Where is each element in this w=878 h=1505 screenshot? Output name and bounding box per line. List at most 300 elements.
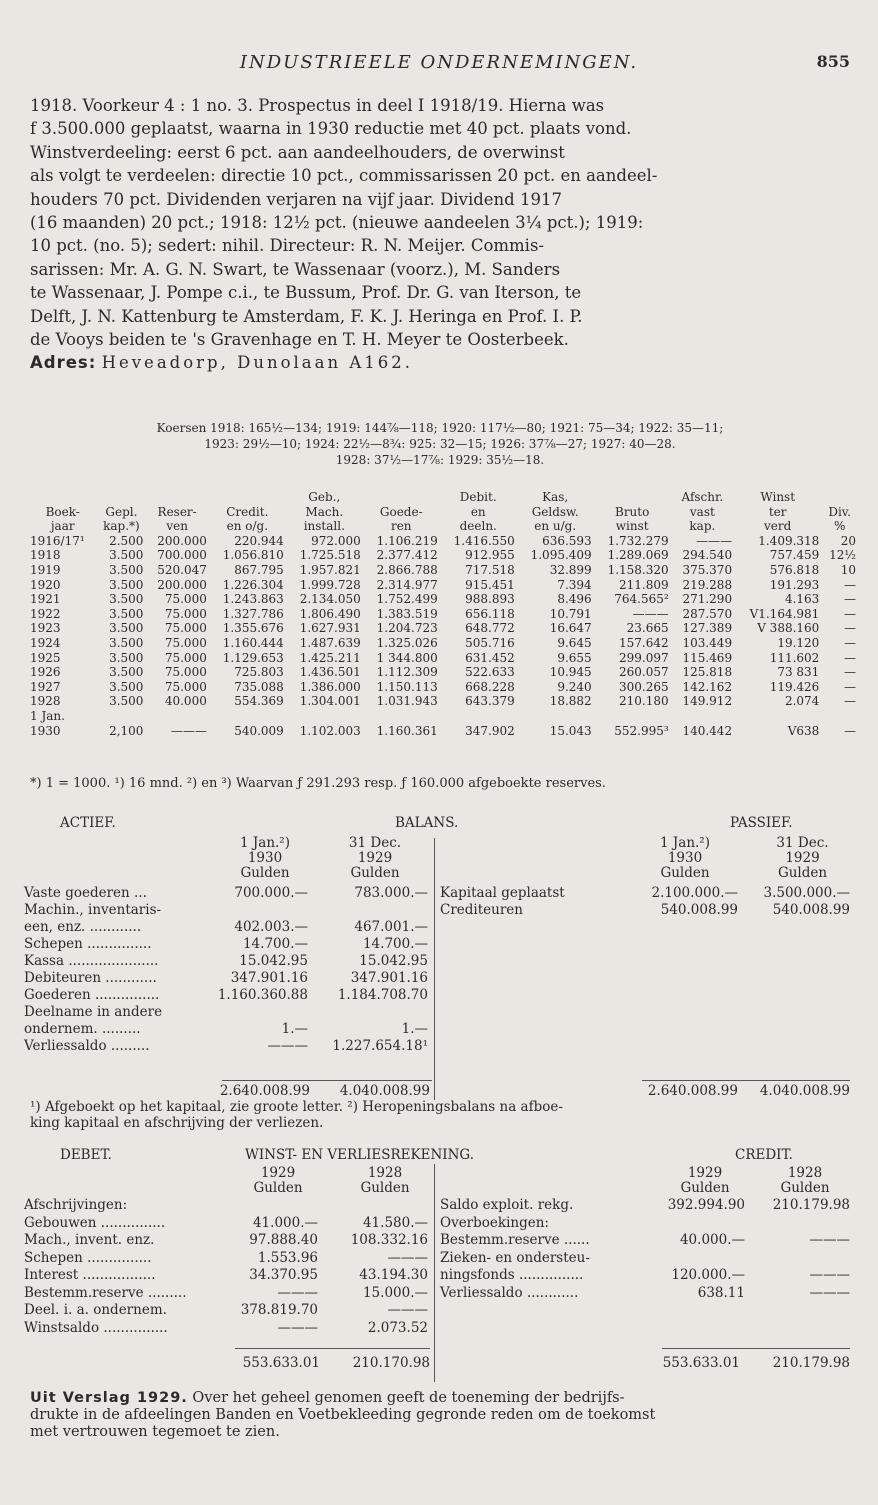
table-cell: 656.118 — [465, 606, 515, 621]
table-cell: 576.818 — [769, 562, 820, 577]
table-cell: 200.000 — [157, 533, 207, 548]
statement-value: ——— — [387, 1249, 428, 1266]
table-cell: 15.043 — [549, 723, 592, 738]
table-cell: 1924 — [30, 635, 61, 650]
table-cell: 1.226.304 — [222, 577, 284, 592]
pl-total-right-1: 553.633.01 — [662, 1355, 740, 1371]
table-cell: 1.160.361 — [376, 723, 438, 738]
pl-divider — [434, 1164, 435, 1382]
fin-header-cell: Kas, — [542, 490, 569, 504]
statement-value: ——— — [267, 1038, 308, 1054]
fin-header-cell: en o/g. — [226, 519, 269, 534]
fin-header-cell: % — [833, 519, 846, 534]
pl-left-col1-head: 1929 Gulden — [253, 1165, 303, 1196]
table-cell: V1.164.981 — [749, 606, 820, 621]
table-cell: 554.369 — [234, 694, 284, 709]
table-cell: 9.655 — [557, 650, 592, 665]
table-cell: 3.500 — [109, 679, 144, 694]
table-cell: — — [844, 694, 856, 709]
table-cell: 2,100 — [109, 723, 144, 738]
table-cell: 1921 — [30, 592, 61, 607]
statement-value: 783.000.— — [354, 885, 428, 901]
table-row — [28, 709, 858, 724]
address-line — [30, 351, 850, 374]
pl-debet-heading: DEBET. — [60, 1147, 112, 1163]
pl-total-left-2: 210.170.98 — [352, 1355, 430, 1371]
fin-header-cell: Geldsw. — [531, 504, 579, 519]
table-cell: 75.000 — [164, 650, 207, 665]
table-cell: 1.304.001 — [299, 694, 361, 709]
balance-total-right-1: 2.640.008.99 — [647, 1083, 738, 1099]
table-cell: 75.000 — [164, 679, 207, 694]
table-cell: 40.000 — [164, 694, 207, 709]
table-cell: 2.074 — [784, 694, 820, 709]
pl-credit-heading: CREDIT. — [735, 1147, 793, 1163]
statement-value: 34.370.95 — [249, 1267, 318, 1283]
table-cell: V638 — [787, 723, 820, 738]
table-cell: V 388.160 — [757, 621, 820, 636]
table-cell: 1.243.863 — [222, 592, 284, 607]
statement-value: ——— — [277, 1284, 318, 1301]
pl-total-right-2: 210.179.98 — [772, 1355, 850, 1371]
statement-value: ——— — [277, 1319, 318, 1336]
table-cell: 1.106.219 — [376, 533, 438, 548]
fin-header-cell: ren — [390, 519, 412, 534]
table-cell: 717.518 — [465, 562, 515, 577]
statement-value: 1.160.360.88 — [217, 987, 308, 1003]
balance-right-col2-head: 31 Dec. 1929 Gulden — [776, 835, 829, 881]
table-cell: ——— — [170, 723, 207, 738]
fin-header-cell: ter — [768, 504, 787, 519]
table-cell: 1925 — [30, 650, 61, 665]
table-cell: 1.957.821 — [299, 562, 361, 577]
table-cell: 299.097 — [619, 650, 669, 665]
table-cell: 735.088 — [234, 679, 284, 694]
table-cell: — — [844, 621, 856, 636]
pl-title: WINST- EN VERLIESREKENING. — [245, 1147, 475, 1163]
statement-value: 43.194.30 — [359, 1267, 428, 1283]
table-cell: 125.818 — [682, 665, 733, 680]
statement-label: Deel. i. a. ondernem. — [24, 1302, 167, 1318]
pl-right-col2-head: 1928 Gulden — [780, 1165, 830, 1196]
balance-left-col2-head: 31 Dec. 1929 Gulden — [348, 835, 402, 881]
table-cell: 1.752.499 — [376, 592, 438, 607]
table-cell: — — [844, 592, 856, 607]
report-label: Uit Verslag 1929. — [30, 1390, 188, 1406]
table-cell: 1.325.026 — [376, 635, 438, 650]
table-cell — [363, 709, 440, 724]
koersen — [30, 420, 850, 468]
balance-total-right-2: 4.040.008.99 — [759, 1083, 850, 1099]
statement-value: 210.179.98 — [772, 1197, 850, 1213]
statement-value: 638.11 — [697, 1284, 745, 1301]
fin-header-cell: Div. — [828, 504, 851, 519]
table-cell: 75.000 — [164, 592, 207, 607]
statement-value: 700.000.— — [234, 885, 308, 901]
fin-header-cell: Boek- — [45, 504, 80, 519]
statement-value: 1.184.708.70 — [337, 987, 428, 1003]
table-cell: 1.150.113 — [376, 679, 438, 694]
table-cell: 1927 — [30, 679, 61, 694]
table-cell: 347.902 — [465, 723, 515, 738]
table-cell: 1.999.728 — [299, 577, 361, 592]
table-row — [28, 636, 858, 651]
table-cell: 10 — [840, 562, 856, 577]
table-row — [28, 607, 858, 622]
statement-value: 15.042.95 — [239, 953, 308, 969]
statement-label: Machin., inventaris- — [24, 902, 162, 918]
table-cell: 1.487.639 — [299, 635, 361, 650]
statement-value: 347.901.16 — [350, 970, 428, 986]
koersen-line: Koersen 1918: 165½—134; 1919: 144⅞—118; 1920: 117½—80; 1921: 75—34; 1922: 35—11; — [156, 421, 724, 435]
fin-header-row — [28, 505, 858, 520]
koersen-line: 1928: 37½—17⅞: 1929: 35½—18. — [335, 453, 545, 467]
table-cell: 3.500 — [109, 577, 144, 592]
report-text: drukte in de afdeelingen Banden en Voetbekleeding gegronde reden om de toekomst — [30, 1407, 656, 1423]
fin-header-cell — [28, 490, 97, 505]
statement-label: Winstsaldo ............... — [24, 1319, 168, 1336]
table-cell: 1.383.519 — [376, 606, 438, 621]
table-cell: 1.129.653 — [222, 650, 284, 665]
table-cell: 23.665 — [626, 621, 669, 636]
fin-header-cell: deeln. — [459, 519, 497, 534]
table-cell: 1.095.409 — [530, 548, 592, 563]
balance-note: ¹) Afgeboekt op het kapitaal, zie groote letter. ²) Heropeningsbalans na afboe- king kapitaal en afschrijving der verliezen. — [30, 1099, 563, 1131]
statement-value: 347.901.16 — [230, 970, 308, 986]
statement-value: ——— — [809, 1284, 850, 1301]
statement-value: 1.— — [281, 1021, 308, 1037]
fin-header-cell: Winst — [760, 490, 796, 504]
pl-total-rule-right — [662, 1348, 850, 1349]
statement-label: Deelname in andere — [24, 1004, 163, 1020]
table-cell: 3.500 — [109, 694, 144, 709]
statement-label: Afschrijvingen: — [24, 1197, 128, 1213]
statement-value: 392.994.90 — [667, 1197, 745, 1213]
table-cell: 220.944 — [234, 533, 284, 548]
company-description — [30, 94, 850, 375]
statement-value: 97.888.40 — [249, 1232, 318, 1248]
pl-right-col1-head: 1929 Gulden — [680, 1165, 730, 1196]
financial-table-footnote: *) 1 = 1000. ¹) 16 mnd. ²) en ³) Waarvan ƒ 291.293 resp. ƒ 160.000 afgeboekte reserves. — [30, 776, 606, 791]
table-cell: 522.633 — [465, 665, 515, 680]
statement-label: Bestemm.reserve ...... — [440, 1232, 590, 1248]
fin-header-cell: verd — [764, 519, 792, 534]
table-cell: 1918 — [30, 548, 61, 563]
table-row — [28, 563, 858, 578]
fin-header-cell: ven — [166, 519, 188, 534]
balance-total-rule-left — [222, 1080, 432, 1081]
balance-divider — [434, 838, 435, 1100]
table-cell: 119.426 — [769, 679, 820, 694]
fin-header-cell: Afschr. — [681, 490, 724, 504]
statement-label: Crediteuren — [440, 902, 523, 918]
table-cell — [97, 709, 145, 724]
table-cell: 867.795 — [234, 562, 284, 577]
balance-title: BALANS. — [395, 815, 459, 831]
table-cell: 7.394 — [557, 577, 592, 592]
report-text: Over het geheel genomen geeft de toeneming der bedrijfs- — [187, 1390, 625, 1406]
table-cell: 1 Jan. — [30, 708, 65, 723]
fin-header-row — [28, 490, 858, 505]
statement-value: 1.227.654.18¹ — [332, 1038, 428, 1054]
table-cell: 636.593 — [542, 533, 592, 548]
fin-header-row — [28, 519, 858, 534]
table-cell: 1.425.211 — [299, 650, 361, 665]
table-cell: 1922 — [30, 606, 61, 621]
statement-value: 120.000.— — [671, 1267, 745, 1283]
table-cell: 2.377.412 — [376, 548, 438, 563]
address-value: Heveadorp, Dunolaan A162. — [101, 353, 413, 373]
table-cell: 3.500 — [109, 548, 144, 563]
table-cell: 4.163 — [784, 592, 820, 607]
table-cell: 1.160.444 — [222, 635, 284, 650]
table-cell: 1.436.501 — [299, 665, 361, 680]
table-cell: 2.500 — [109, 533, 144, 548]
table-cell: 1.627.931 — [299, 621, 361, 636]
table-cell: 643.379 — [465, 694, 515, 709]
balance-sheet — [0, 816, 878, 1126]
table-cell: 915.451 — [465, 577, 515, 592]
table-cell: 648.772 — [465, 621, 515, 636]
table-cell: 2.134.050 — [299, 592, 361, 607]
table-cell: 20 — [840, 533, 856, 548]
page-number: 855 — [816, 52, 850, 71]
table-cell — [594, 709, 671, 724]
statement-value: ——— — [809, 1267, 850, 1283]
table-cell: 1920 — [30, 577, 61, 592]
table-cell: — — [844, 665, 856, 680]
fin-header-cell: jaar — [50, 519, 75, 534]
table-cell: 757.459 — [769, 548, 820, 563]
statement-label: Kassa ..................... — [24, 953, 159, 969]
statement-value: 1.— — [401, 1021, 428, 1037]
table-cell: 1.355.676 — [222, 621, 284, 636]
table-row — [28, 621, 858, 636]
table-cell: 1926 — [30, 665, 61, 680]
table-cell: 1.289.069 — [607, 548, 669, 563]
statement-label: Verliessaldo ......... — [24, 1038, 150, 1054]
table-cell: 1916/17¹ — [30, 533, 85, 548]
statement-label: Interest ................. — [24, 1267, 156, 1283]
fin-header-cell: Mach. — [305, 504, 344, 519]
statement-value: 108.332.16 — [350, 1232, 428, 1248]
table-cell: 260.057 — [619, 665, 669, 680]
statement-value: 540.008.99 — [660, 902, 738, 918]
table-cell: — — [844, 606, 856, 621]
statement-value: 540.008.99 — [772, 902, 850, 918]
fin-header-cell — [363, 490, 440, 505]
table-cell: ——— — [696, 533, 733, 548]
intro-line: Delft, J. N. Kattenburg te Amsterdam, F. K. J. Heringa en Prof. I. P. — [30, 306, 583, 326]
intro-line: als volgt te verdeelen: directie 10 pct., commissarissen 20 pct. en aandeel- — [30, 166, 658, 186]
table-cell: 149.912 — [682, 694, 733, 709]
table-row — [28, 680, 858, 695]
table-cell: ——— — [632, 606, 669, 621]
intro-line: 10 pct. (no. 5); sedert: nihil. Directeur: R. N. Meijer. Commis- — [30, 236, 545, 256]
table-cell: 725.803 — [234, 665, 284, 680]
intro-line: (16 maanden) 20 pct.; 1918: 12½ pct. (nieuwe aandeelen 3¼ pct.); 1919: — [30, 213, 644, 233]
table-cell: 1.102.003 — [299, 723, 361, 738]
table-cell: 1.327.786 — [222, 606, 284, 621]
balance-total-rule-right — [642, 1080, 850, 1081]
statement-label: Schepen ............... — [24, 936, 152, 952]
table-cell: 191.293 — [769, 577, 820, 592]
table-cell: 300.265 — [619, 679, 669, 694]
table-cell: 10.945 — [549, 665, 592, 680]
table-cell: 1.204.723 — [376, 621, 438, 636]
table-cell: 1.056.810 — [222, 548, 284, 563]
table-cell: 75.000 — [164, 635, 207, 650]
statement-label: ningsfonds ............... — [440, 1267, 584, 1283]
statement-label: Zieken- en ondersteu- — [440, 1249, 590, 1266]
pl-total-rule-left — [235, 1348, 430, 1349]
statement-value: 2.100.000.— — [651, 885, 738, 901]
table-row — [28, 534, 858, 549]
table-row — [28, 592, 858, 607]
fin-header-cell: kap. — [689, 519, 716, 534]
financial-table — [28, 490, 858, 738]
table-row — [28, 548, 858, 563]
table-cell: — — [844, 650, 856, 665]
table-cell: 73 831 — [777, 665, 820, 680]
table-cell: 668.228 — [465, 679, 515, 694]
table-cell: 16.647 — [549, 621, 592, 636]
table-row — [28, 651, 858, 666]
table-cell: 9.645 — [557, 635, 592, 650]
table-cell: 75.000 — [164, 621, 207, 636]
report-excerpt — [30, 1390, 850, 1441]
balance-total-left-1: 2.640.008.99 — [219, 1083, 310, 1099]
table-cell: 505.716 — [465, 635, 515, 650]
pl-total-left-1: 553.633.01 — [242, 1355, 320, 1371]
table-cell — [286, 709, 363, 724]
fin-header-cell: install. — [303, 519, 345, 534]
table-cell: 19.120 — [777, 635, 820, 650]
table-cell: 520.047 — [157, 562, 207, 577]
table-cell — [145, 709, 208, 724]
statement-label: een, enz. ............ — [24, 919, 142, 935]
statement-label: Vaste goederen ... — [24, 885, 147, 901]
statement-value: 15.000.— — [362, 1284, 428, 1301]
statement-value: 3.500.000.— — [763, 885, 850, 901]
table-cell: 1.158.320 — [607, 562, 669, 577]
table-cell: 1.031.943 — [376, 694, 438, 709]
statement-label: Kapitaal geplaatst — [440, 885, 565, 901]
table-cell: 700.000 — [157, 548, 207, 563]
statement-value: 1.553.96 — [257, 1249, 318, 1266]
balance-actief-heading: ACTIEF. — [60, 815, 116, 831]
table-cell: 764.565² — [614, 592, 669, 607]
statement-value: 41.000.— — [252, 1214, 318, 1231]
table-cell: 2.866.788 — [376, 562, 438, 577]
table-cell: 287.570 — [682, 606, 733, 621]
table-cell — [209, 709, 286, 724]
table-row — [28, 694, 858, 709]
balance-passief-heading: PASSIEF. — [730, 815, 793, 831]
statement-value: 2.073.52 — [367, 1319, 428, 1336]
table-cell: 1930 — [30, 723, 61, 738]
table-cell: 1.416.550 — [453, 533, 515, 548]
table-cell: — — [844, 679, 856, 694]
statement-label: Verliessaldo ............ — [440, 1284, 579, 1301]
statement-label: Goederen ............... — [24, 987, 160, 1003]
fin-header-cell — [145, 490, 208, 505]
intro-line: 1918. Voorkeur 4 : 1 no. 3. Prospectus in deel I 1918/19. Hierna was — [30, 96, 605, 115]
table-cell: 1.725.518 — [299, 548, 361, 563]
balance-left-col1-head: 1 Jan.²) 1930 Gulden — [239, 835, 290, 881]
running-header: INDUSTRIEELE ONDERNEMINGEN. — [239, 52, 639, 73]
table-cell: 552.995³ — [614, 723, 669, 738]
table-cell: 10.791 — [549, 606, 592, 621]
fin-header-cell: Bruto — [615, 504, 650, 519]
table-cell: 3.500 — [109, 621, 144, 636]
table-cell: 1.409.318 — [758, 533, 820, 548]
fin-header-cell: en — [470, 504, 486, 519]
statement-value: ——— — [387, 1302, 428, 1318]
table-cell: 972.000 — [311, 533, 361, 548]
statement-value: 14.700.— — [362, 936, 428, 952]
table-cell: 1.112.309 — [376, 665, 438, 680]
statement-label: Bestemm.reserve ......... — [24, 1284, 187, 1301]
table-cell: 8.496 — [557, 592, 592, 607]
statement-value: ——— — [809, 1232, 850, 1248]
intro-line: sarissen: Mr. A. G. N. Swart, te Wassenaar (voorz.), M. Sanders — [30, 259, 561, 279]
table-cell: 631.452 — [465, 650, 515, 665]
statement-label: Debiteuren ............ — [24, 970, 157, 986]
table-cell: — — [844, 635, 856, 650]
table-cell: 2.314.977 — [376, 577, 438, 592]
fin-header-cell: Reser- — [157, 504, 197, 519]
fin-header-cell: Goede- — [379, 504, 423, 519]
koersen-line: 1923: 29½—10; 1924: 22½—8¾: 925: 32—15; 1926: 37⅞—27; 1927: 40—28. — [204, 437, 676, 451]
table-cell: 157.642 — [619, 635, 669, 650]
table-cell: 1.732.279 — [607, 533, 669, 548]
table-cell: 32.899 — [549, 562, 592, 577]
statement-value: 15.042.95 — [359, 953, 428, 969]
table-cell: 140.442 — [682, 723, 733, 738]
table-cell: 111.602 — [769, 650, 820, 665]
intro-line: houders 70 pct. Dividenden verjaren na vijf jaar. Dividend 1917 — [30, 189, 562, 209]
table-cell: 912.955 — [465, 548, 515, 563]
table-cell: 75.000 — [164, 665, 207, 680]
table-cell: 988.893 — [465, 592, 515, 607]
statement-label: Mach., invent. enz. — [24, 1232, 155, 1248]
table-cell: 540.009 — [234, 723, 284, 738]
table-cell: 3.500 — [109, 635, 144, 650]
balance-total-left-2: 4.040.008.99 — [339, 1083, 430, 1099]
report-text: met vertrouwen tegemoet te zien. — [30, 1424, 280, 1440]
intro-line: te Wassenaar, J. Pompe c.i., te Bussum, Prof. Dr. G. van Iterson, te — [30, 283, 582, 303]
table-cell — [821, 709, 858, 724]
statement-value: 402.003.— — [234, 919, 308, 935]
statement-label: Saldo exploit. rekg. — [440, 1197, 574, 1213]
table-cell — [517, 709, 594, 724]
intro-line: de Vooys beiden te 's Gravenhage en T. H. Meyer te Oosterbeek. — [30, 330, 569, 350]
table-cell: 18.882 — [549, 694, 592, 709]
fin-header-cell — [821, 490, 858, 505]
address-label: Adres: — [30, 353, 97, 373]
table-row — [28, 724, 858, 739]
pl-left-col2-head: 1928 Gulden — [360, 1165, 410, 1196]
table-cell: 1923 — [30, 621, 61, 636]
table-cell: 210.180 — [619, 694, 669, 709]
fin-header-cell — [209, 490, 286, 505]
fin-header-cell — [594, 490, 671, 505]
table-cell: — — [844, 723, 856, 738]
intro-line: f 3.500.000 geplaatst, waarna in 1930 reductie met 40 pct. plaats vond. — [30, 119, 632, 139]
table-row — [28, 665, 858, 680]
table-cell: 200.000 — [157, 577, 207, 592]
